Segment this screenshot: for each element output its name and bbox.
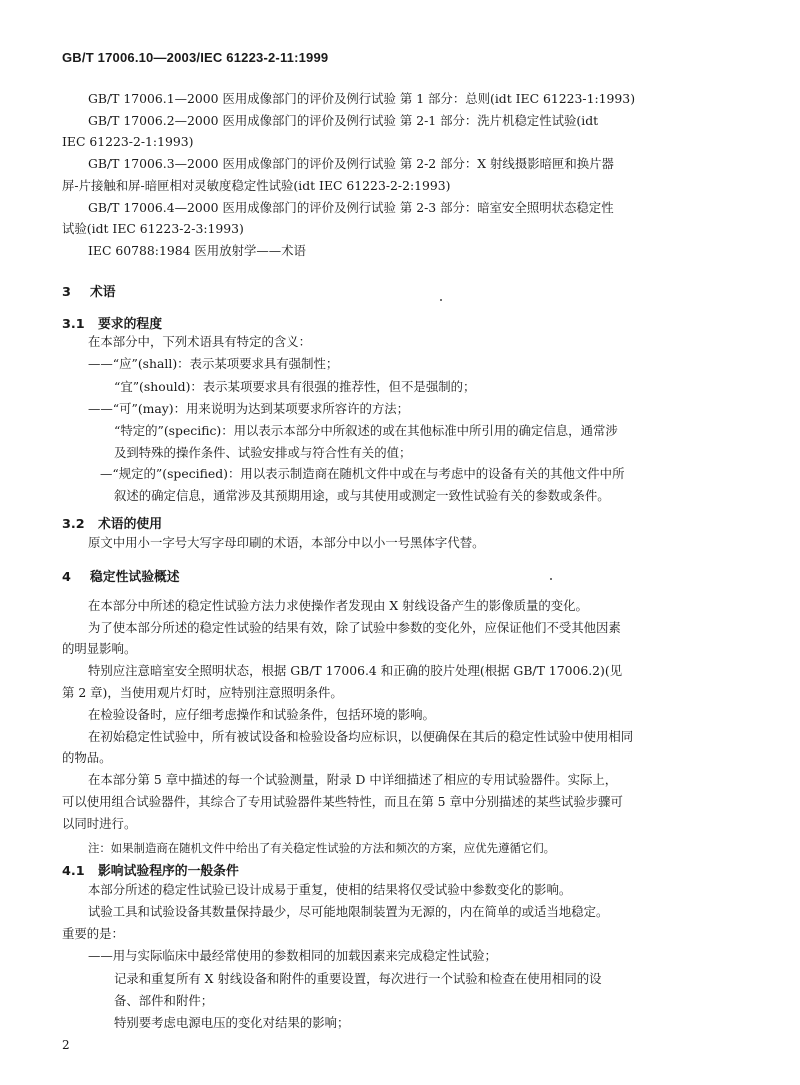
paragraph-line: 以同时进行。 (62, 816, 137, 831)
paragraph-line: 的物品。 (62, 750, 112, 765)
paragraph-line: 可以使用组合试验器件，其综合了专用试验器件某些特性，而且在第 5 章中分别描述的某些试验步骤可 (62, 794, 623, 809)
section-title: 稳定性试验概述 (90, 570, 180, 585)
list-item: 特别要考虑电源电压的变化对结果的影响； (114, 1015, 350, 1030)
reference-line: GB/T 17006.2—2000 医用成像部门的评价及例行试验 第 2-1 部分：洗片机稳定性试验(idt (88, 113, 599, 128)
paragraph-line: 为了使本部分所述的稳定性试验的结果有效，除了试验中参数的变化外，应保证他们不受其他因素 (88, 620, 621, 635)
section-title: 要求的程度 (98, 317, 162, 332)
paragraph-line: 的明显影响。 (62, 641, 137, 656)
section-heading-3-1 (62, 313, 162, 332)
reference-line: IEC 60788:1984 医用放射学——术语 (88, 243, 306, 258)
paragraph-line: 在检验设备时，应仔细考虑操作和试验条件，包括环境的影响。 (88, 707, 435, 722)
page-number: 2 (62, 1038, 70, 1052)
section-heading-3 (62, 281, 116, 300)
list-item: 记录和重复所有 X 射线设备和附件的重要设置，每次进行一个试验和检查在使用相同的设 (114, 971, 602, 986)
section-title: 影响试验程序的一般条件 (98, 864, 239, 879)
list-item: 备、部件和附件； (114, 993, 214, 1008)
paragraph-line: 在本部分第 5 章中描述的每一个试验测量，附录 D 中详细描述了相应的专用试验器件。实际上， (88, 772, 618, 787)
definition-item: ——“可”(may)：用来说明为达到某项要求所容许的方法； (88, 401, 410, 416)
note-text: 注：如果制造商在随机文件中给出了有关稳定性试验的方法和频次的方案，应优先遵循它们。 (88, 841, 556, 855)
scan-speck (550, 578, 552, 580)
reference-line: IEC 61223-2-1:1993) (62, 134, 194, 149)
reference-line: 试验(idt IEC 61223-2-3:1993) (62, 221, 244, 236)
paragraph-line: 原文中用小一字号大写字母印刷的术语，本部分中以小一号黑体字代替。 (88, 535, 485, 550)
definition-item: “宜”(should)：表示某项要求具有很强的推荐性，但不是强制的； (114, 379, 476, 394)
reference-line: GB/T 17006.3—2000 医用成像部门的评价及例行试验 第 2-2 部分：X 射线摄影暗匣和换片器 (88, 156, 614, 171)
scan-speck (440, 299, 442, 301)
definition-item: 叙述的确定信息，通常涉及其预期用途，或与其使用或测定一致性试验有关的参数或条件。 (114, 488, 610, 503)
section-heading-4 (62, 566, 180, 585)
paragraph-line: 第 2 章)，当使用观片灯时，应特别注意照明条件。 (62, 685, 343, 700)
paragraph-line: 特别应注意暗室安全照明状态，根据 GB/T 17006.4 和正确的胶片处理(根据 GB/T 17006.2)(见 (88, 663, 623, 678)
paragraph-line: 重要的是： (62, 926, 124, 941)
paragraph-line: 本部分所述的稳定性试验已设计成易于重复，使相的结果将仅受试验中参数变化的影响。 (88, 882, 572, 897)
list-item: ——用与实际临床中最经常使用的参数相同的加载因素来完成稳定性试验； (88, 948, 497, 963)
paragraph-line: 在初始稳定性试验中，所有被试设备和检验设备均应标识，以便确保在其后的稳定性试验中使用相同 (88, 729, 634, 744)
reference-line: GB/T 17006.4—2000 医用成像部门的评价及例行试验 第 2-3 部分：暗室安全照明状态稳定性 (88, 200, 614, 215)
reference-line: 屏-片接触和屏-暗匣相对灵敏度稳定性试验(idt IEC 61223-2-2:1993) (62, 178, 451, 193)
definition-item: 及到特殊的操作条件、试验安排或与符合性有关的值； (114, 445, 412, 460)
section-heading-4-1 (62, 860, 239, 879)
definition-item: —“规定的”(specified)：用以表示制造商在随机文件中或在与考虑中的设备有关的其他文件中所 (100, 466, 625, 481)
reference-line: GB/T 17006.1—2000 医用成像部门的评价及例行试验 第 1 部分：总则(idt IEC 61223-1:1993) (88, 91, 636, 106)
section-heading-3-2 (62, 513, 162, 532)
definition-item: ——“应”(shall)：表示某项要求具有强制性； (88, 356, 339, 371)
section-title: 术语 (90, 285, 116, 300)
definition-item: “特定的”(specific)：用以表示本部分中所叙述的或在其他标准中所引用的确定信息，通常涉 (114, 423, 618, 438)
standard-header: GB/T 17006.10—2003/IEC 61223-2-11:1999 (62, 50, 329, 65)
paragraph-line: 在本部分中，下列术语具有特定的含义： (88, 334, 312, 349)
paragraph-line: 试验工具和试验设备其数量保持最少，尽可能地限制装置为无源的，内在简单的或适当地稳定。 (88, 904, 609, 919)
section-number: 3.1 (62, 317, 85, 332)
section-number: 4.1 (62, 864, 85, 879)
section-number: 4 (62, 570, 71, 585)
paragraph-line: 在本部分中所述的稳定性试验方法力求使操作者发现由 X 射线设备产生的影像质量的变化。 (88, 598, 588, 613)
section-title: 术语的使用 (98, 517, 162, 532)
section-number: 3.2 (62, 517, 85, 532)
section-number: 3 (62, 285, 71, 300)
